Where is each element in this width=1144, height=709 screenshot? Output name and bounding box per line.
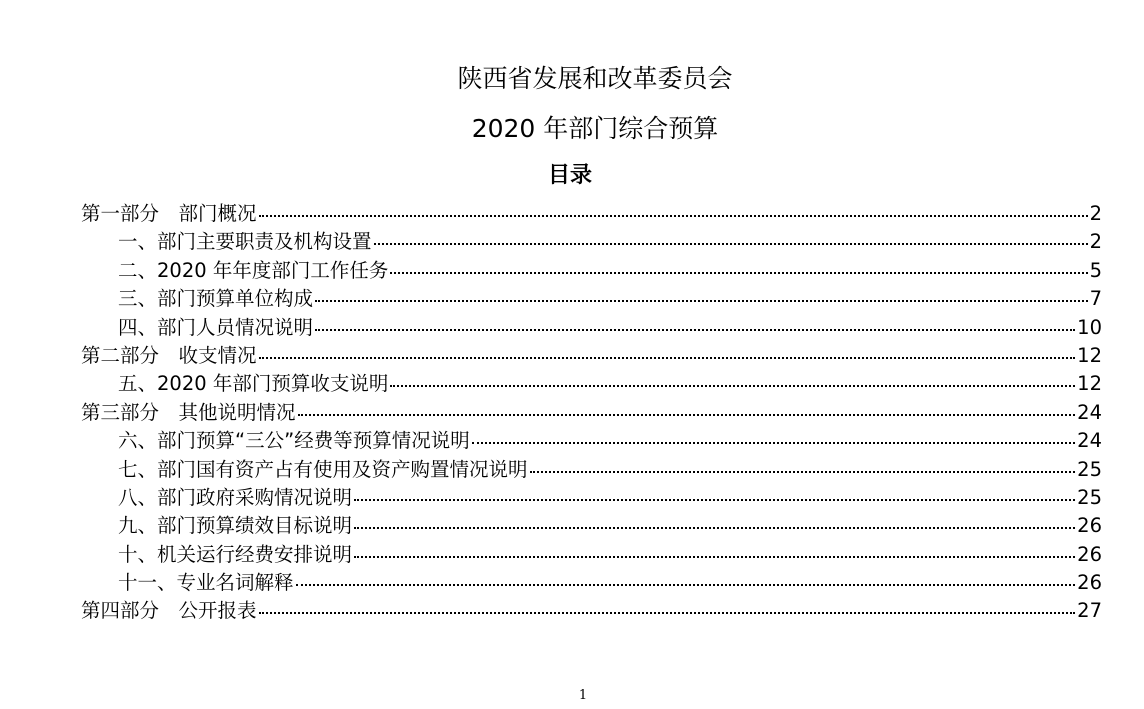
toc-entry[interactable] bbox=[81, 597, 1102, 625]
toc-entry-label: 十一、专业名词解释 bbox=[118, 571, 294, 595]
toc-entry-label: 十、机关运行经费安排说明 bbox=[118, 542, 353, 566]
document-subtitle: 2020 年部门综合预算 bbox=[471, 114, 719, 143]
table-of-contents bbox=[81, 200, 1102, 626]
toc-entry-page: 5 bbox=[1089, 258, 1102, 282]
toc-entry[interactable] bbox=[81, 285, 1102, 313]
dot-leader bbox=[472, 441, 1075, 444]
page-number: 1 bbox=[578, 688, 588, 703]
toc-entry[interactable] bbox=[81, 541, 1102, 569]
toc-entry-page: 12 bbox=[1077, 372, 1102, 396]
toc-entry[interactable] bbox=[81, 257, 1102, 285]
toc-entry-label: 八、部门政府采购情况说明 bbox=[118, 485, 353, 509]
dot-leader bbox=[315, 328, 1075, 331]
dot-leader bbox=[354, 498, 1075, 501]
dot-leader bbox=[259, 214, 1088, 217]
dot-leader bbox=[390, 271, 1087, 274]
dot-leader bbox=[298, 413, 1076, 416]
toc-entry-label: 九、部门预算绩效目标说明 bbox=[118, 514, 353, 538]
toc-entry-page: 25 bbox=[1077, 457, 1102, 481]
toc-entry[interactable] bbox=[81, 569, 1102, 597]
toc-entry-page: 7 bbox=[1089, 287, 1102, 311]
toc-entry-label: 五、2020 年部门预算收支说明 bbox=[118, 372, 389, 396]
toc-entry-label: 七、部门国有资产占有使用及资产购置情况说明 bbox=[118, 457, 528, 481]
toc-entry-label: 第四部分 公开报表 bbox=[81, 599, 257, 623]
toc-entry-page: 24 bbox=[1077, 429, 1102, 453]
toc-entry-label: 四、部门人员情况说明 bbox=[118, 315, 314, 339]
toc-entry-page: 10 bbox=[1077, 315, 1102, 339]
toc-entry-page: 25 bbox=[1077, 485, 1102, 509]
toc-entry-page: 26 bbox=[1077, 571, 1102, 595]
dot-leader bbox=[354, 555, 1075, 558]
toc-entry-page: 26 bbox=[1077, 514, 1102, 538]
toc-entry[interactable] bbox=[81, 512, 1102, 540]
toc-entry[interactable] bbox=[81, 399, 1102, 427]
toc-entry-page: 24 bbox=[1077, 400, 1102, 424]
toc-entry-label: 一、部门主要职责及机构设置 bbox=[118, 230, 372, 254]
dot-leader bbox=[315, 299, 1088, 302]
toc-entry[interactable] bbox=[81, 427, 1102, 455]
toc-entry-label: 二、2020 年年度部门工作任务 bbox=[118, 258, 389, 282]
dot-leader bbox=[354, 526, 1075, 529]
toc-entry[interactable] bbox=[81, 200, 1102, 228]
dot-leader bbox=[530, 470, 1076, 473]
document-title: 陕西省发展和改革委员会 bbox=[457, 64, 733, 93]
toc-entry-page: 12 bbox=[1077, 343, 1102, 367]
dot-leader bbox=[390, 384, 1075, 387]
toc-entry-label: 六、部门预算“三公”经费等预算情况说明 bbox=[118, 429, 470, 453]
toc-entry-page: 2 bbox=[1089, 202, 1102, 225]
dot-leader bbox=[259, 356, 1076, 359]
toc-entry[interactable] bbox=[81, 342, 1102, 370]
toc-entry-page: 27 bbox=[1077, 599, 1102, 623]
toc-entry[interactable] bbox=[81, 456, 1102, 484]
toc-heading: 目录 bbox=[547, 163, 592, 188]
toc-entry-label: 第三部分 其他说明情况 bbox=[81, 400, 296, 424]
toc-entry[interactable] bbox=[81, 314, 1102, 342]
toc-entry-page: 26 bbox=[1077, 542, 1102, 566]
toc-entry[interactable] bbox=[81, 370, 1102, 398]
toc-entry-page: 2 bbox=[1089, 230, 1102, 254]
toc-entry[interactable] bbox=[81, 484, 1102, 512]
toc-entry-label: 三、部门预算单位构成 bbox=[118, 287, 314, 311]
toc-entry-label: 第一部分 部门概况 bbox=[81, 202, 257, 225]
toc-entry-label: 第二部分 收支情况 bbox=[81, 343, 257, 367]
dot-leader bbox=[259, 611, 1076, 614]
dot-leader bbox=[296, 583, 1076, 586]
toc-entry[interactable] bbox=[81, 228, 1102, 256]
dot-leader bbox=[374, 242, 1088, 245]
